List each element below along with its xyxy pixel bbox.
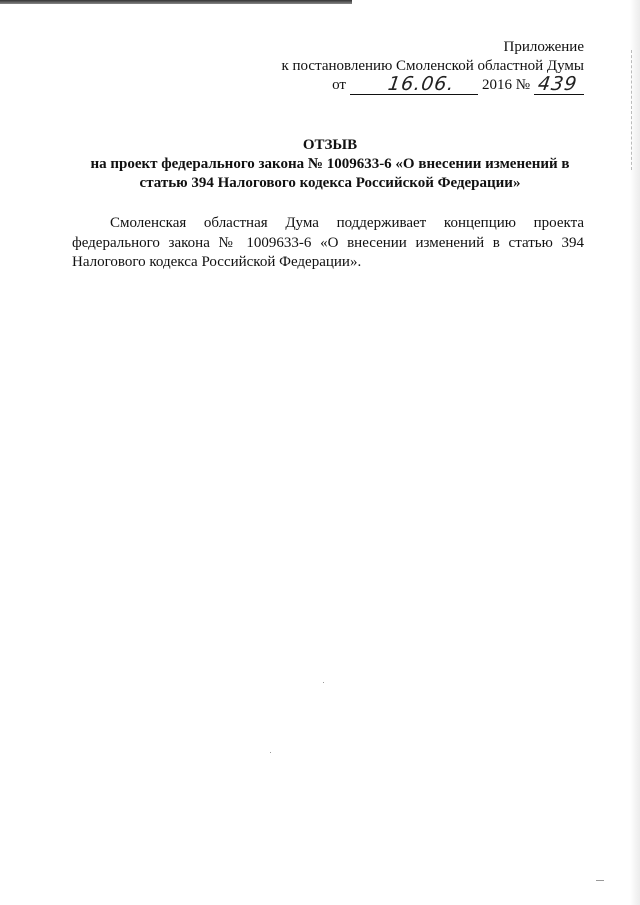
number-blank xyxy=(534,73,584,95)
scan-edge-artifact xyxy=(0,0,352,4)
year-number-label: 2016 № xyxy=(481,77,530,93)
date-prefix: от xyxy=(332,77,346,93)
scan-speck xyxy=(323,682,324,683)
appendix-block xyxy=(281,38,584,95)
appendix-label: Приложение xyxy=(503,39,584,55)
title-heading: ОТЗЫВ xyxy=(302,137,358,153)
handwritten-number: 439 xyxy=(536,73,579,95)
scan-speck xyxy=(596,880,604,881)
body-paragraph: Смоленская областная Дума поддерживает концепцию проекта федерального закона № 1009633-6 «О внесении изменений в статью 394 Налогового кодекса Российской Федерации». xyxy=(72,215,584,270)
date-blank xyxy=(350,73,478,95)
handwritten-date: 16.06. xyxy=(386,73,456,95)
document-title xyxy=(60,136,600,193)
title-subtitle-line2: статью 394 Налогового кодекса Российской Федерации» xyxy=(139,175,521,191)
title-subtitle-line1: на проект федерального закона № 1009633-6 «О внесении изменений в xyxy=(90,156,570,172)
appendix-date-row xyxy=(281,73,584,95)
scan-edge-marks xyxy=(631,50,634,170)
appendix-reference: к постановлению Смоленской областной Думы xyxy=(281,58,584,74)
scan-speck xyxy=(270,752,271,753)
